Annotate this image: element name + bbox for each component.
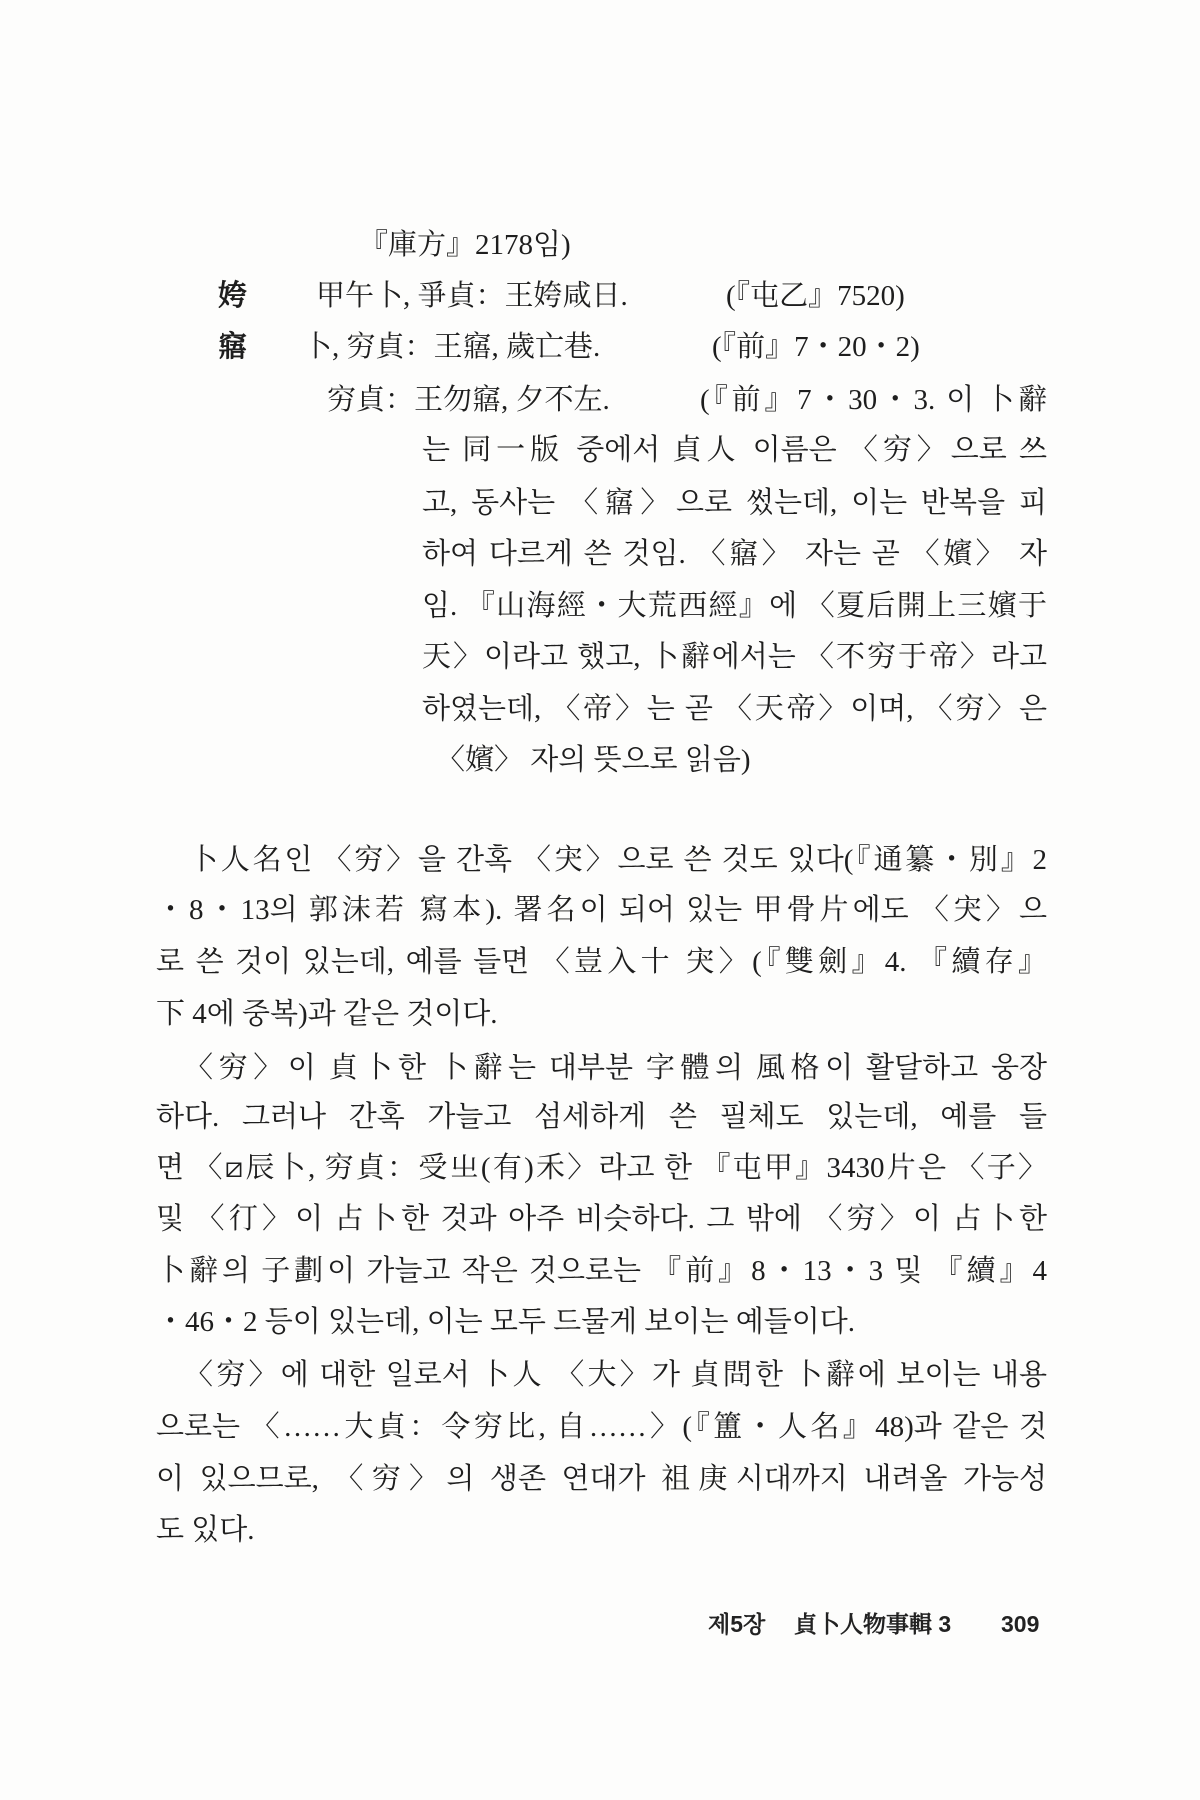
- paragraph-line: 卜人名인 〈穷〉을 간혹 〈宊〉으로 쓴 것도 있다(『通纂・別』2: [189, 844, 1047, 876]
- note-line: 고, 동사는 〈窹〉으로 썼는데, 이는 반복을 피: [422, 487, 1047, 519]
- paragraph-line: 이 있으므로, 〈穷〉의 생존 연대가 祖庚시대까지 내려올 가능성: [156, 1463, 1047, 1495]
- paragraph-line: ・8・13의 郭沫若 寫本). 署名이 되어 있는 甲骨片에도 〈宊〉으: [156, 894, 1047, 926]
- page-number: 309: [1001, 1611, 1040, 1637]
- footer-chapter: 제5장: [708, 1611, 766, 1637]
- paragraph-line: 〈穷〉에 대한 일로서 卜人 〈大〉가 貞問한 卜辭에 보이는 내용: [184, 1359, 1047, 1391]
- note-line: 天〉이라고 했고, 卜辭에서는 〈不穷于帝〉라고: [422, 641, 1047, 673]
- paragraph-line: 로 쓴 것이 있는데, 예를 들면 〈豈入十 宊〉(『雙劍』4. 『續存』: [156, 946, 1047, 978]
- note-line: 〈嬪〉 자의 뜻으로 읽음): [436, 744, 751, 776]
- paragraph-line: 〈穷〉이 貞卜한 卜辭는 대부분 字體의 風格이 활달하고 웅장: [184, 1052, 1047, 1084]
- citation-text: 甲午卜, 爭貞：王姱咸日.: [316, 280, 628, 312]
- citation-source: (『前』7・30・3. 이 卜辭: [700, 384, 1047, 416]
- citation-source: (『前』7・20・2): [712, 331, 920, 363]
- continuation-line: 『庫方』2178임): [359, 229, 571, 261]
- citation-text: 卜, 穷貞：王窹, 歲亡巷.: [303, 331, 601, 363]
- citation-text: 穷貞：王勿窹, 夕不左.: [327, 384, 610, 416]
- headword-glyph: 姱: [218, 280, 248, 312]
- note-line: 는 同一版 중에서 貞人 이름은 〈穷〉으로 쓰: [422, 434, 1047, 466]
- paragraph-line: ・46・2 등이 있는데, 이는 모두 드물게 보이는 예들이다.: [156, 1306, 856, 1338]
- note-line: 하였는데, 〈帝〉는 곧 〈天帝〉이며, 〈穷〉은: [422, 693, 1047, 725]
- footer-running-title: 貞卜人物事輯 3: [794, 1611, 952, 1637]
- paragraph-line: 도 있다.: [156, 1514, 255, 1546]
- paragraph-line: 卜辭의 子劃이 가늘고 작은 것으로는 『前』8・13・3 및 『續』4: [156, 1255, 1047, 1287]
- note-line: 하여 다르게 쓴 것임. 〈窹〉 자는 곧 〈嬪〉 자: [422, 538, 1047, 570]
- paragraph-line: 및 〈㣔〉이 占卜한 것과 아주 비슷하다. 그 밖에 〈穷〉이 占卜한: [156, 1203, 1047, 1235]
- note-line: 임. 『山海經・大荒西經』에 〈夏后開上三嬪于: [422, 590, 1047, 622]
- headword-glyph: 窹: [218, 331, 248, 363]
- paragraph-line: 으로는 〈……大貞：令穷比, 自……〉(『簠・人名』48)과 같은 것: [156, 1411, 1047, 1443]
- paragraph-line: 면 〈⧄辰卜, 穷貞：受㞢(有)禾〉라고 한 『屯甲』3430片은 〈子〉: [156, 1152, 1047, 1184]
- paragraph-line: 하다. 그러나 간혹 가늘고 섬세하게 쓴 필체도 있는데, 예를 들: [156, 1101, 1047, 1133]
- citation-source: (『屯乙』7520): [726, 280, 905, 312]
- paragraph-line: 下 4에 중복)과 같은 것이다.: [156, 998, 498, 1030]
